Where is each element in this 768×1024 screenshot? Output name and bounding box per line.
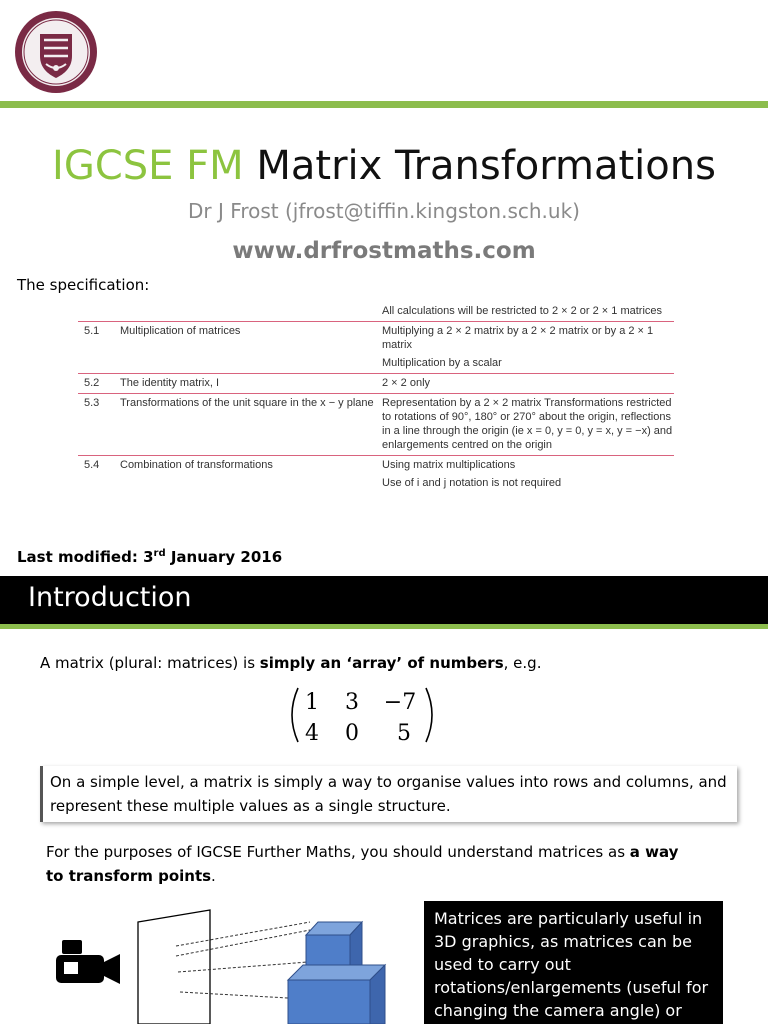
matrix-cell: −7 [383, 690, 417, 715]
title-text: Matrix Transformations [243, 143, 716, 189]
spec-row [78, 374, 674, 394]
website-link[interactable]: www.drfrostmaths.com [232, 238, 536, 264]
spec-number: 5.1 [84, 325, 100, 337]
header-divider [0, 101, 768, 108]
author-line: Dr J Frost (jfrost@tiffin.kingston.sch.uk) [188, 199, 580, 223]
note-text: On a simple level, a matrix is simply a way to organise values into rows and columns, and represent these multiple values as a single structure. [50, 773, 727, 815]
school-crest-icon [14, 10, 98, 94]
last-modified [17, 548, 282, 566]
example-matrix [284, 684, 440, 746]
spec-notes [382, 458, 674, 490]
spec-notes [382, 376, 674, 390]
video-camera-icon [56, 940, 120, 984]
spec-row [78, 456, 674, 493]
spec-topic: Combination of transformations [120, 459, 273, 471]
spec-number [78, 304, 120, 318]
3d-scene-illustration [48, 900, 408, 1024]
matrix-cell: 1 [305, 690, 319, 715]
modified-prefix: Last modified: 3 [17, 548, 154, 566]
spec-note: Using matrix multiplications [382, 459, 516, 471]
bottom-cube [288, 965, 385, 1024]
spec-row [78, 394, 674, 456]
spec-note: All calculations will be restricted to 2 × 2 or 2 × 1 matrices [382, 305, 663, 317]
spec-number: 5.2 [84, 377, 100, 389]
definition-start: A matrix (plural: matrices) is [40, 654, 260, 672]
purpose-bold: a way to transform points [46, 843, 679, 885]
left-paren [292, 688, 298, 742]
callout-box: Matrices are particularly useful in 3D graphics, as matrices can be used to carry out rotations/enlargements (useful for changing the camera angle) or [424, 901, 723, 1024]
title-highlight: IGCSE FM [52, 143, 244, 189]
spec-note: Use of i and j notation is not required [382, 477, 562, 489]
definition-bold: simply an ‘array’ of numbers [259, 654, 504, 672]
definition-end: , e.g. [503, 654, 542, 672]
section-divider [0, 624, 768, 629]
matrix-definition [40, 654, 541, 672]
matrix-cell: 3 [345, 690, 359, 715]
spec-note: Representation by a 2 × 2 matrix Transformations restricted to rotations of 90°, 180° or 270° about the origin, reflections in a line through the origin (ie x = 0, y = 0, y = x, y = −x) and enlargements centred on the origin [382, 397, 673, 451]
spec-topic [120, 304, 382, 318]
spec-number: 5.3 [84, 397, 100, 409]
purpose-text [46, 840, 686, 888]
spec-label: The specification: [17, 276, 150, 294]
right-paren [426, 688, 432, 742]
spec-topic: Transformations of the unit square in the x − y plane [120, 397, 374, 409]
spec-topic: The identity matrix, I [120, 377, 220, 389]
spec-row [78, 302, 674, 322]
spec-note: 2 × 2 only [382, 377, 431, 389]
spec-notes [382, 324, 674, 370]
purpose-end: . [211, 867, 216, 885]
spec-table [78, 302, 674, 493]
modified-suffix: January 2016 [165, 548, 283, 566]
spec-topic: Multiplication of matrices [120, 325, 241, 337]
matrix-cell: 5 [397, 721, 411, 746]
spec-note: Multiplication by a scalar [382, 357, 502, 369]
spec-number: 5.4 [84, 459, 100, 471]
matrix-cell: 0 [345, 721, 359, 746]
modified-sup: rd [153, 548, 166, 559]
spec-notes [382, 304, 674, 318]
projection-plane [138, 910, 210, 1024]
spec-notes [382, 396, 674, 452]
section-title: Introduction [28, 582, 192, 613]
page-title [0, 142, 768, 190]
purpose-start: For the purposes of IGCSE Further Maths, you should understand matrices as [46, 843, 630, 861]
spec-row [78, 322, 674, 374]
matrix-cell: 4 [305, 721, 319, 746]
spec-note: Multiplying a 2 × 2 matrix by a 2 × 2 matrix or by a 2 × 1 matrix [382, 325, 654, 351]
